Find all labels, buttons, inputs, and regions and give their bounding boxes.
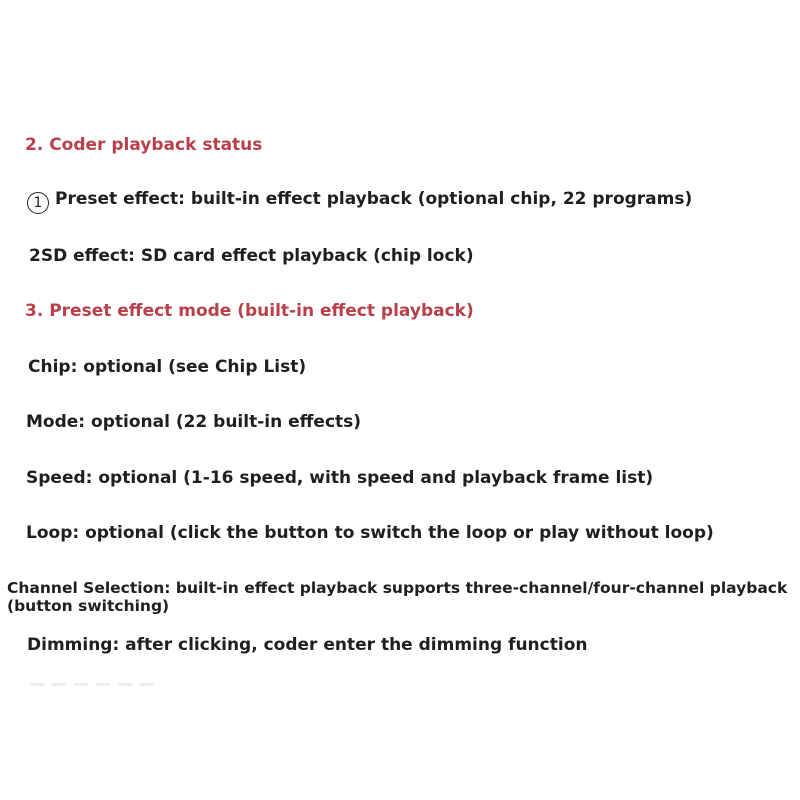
section-heading-preset-effect-mode: 3. Preset effect mode (built-in effect playback) bbox=[25, 301, 474, 321]
paragraph-dimming: Dimming: after clicking, coder enter the dimming function bbox=[27, 635, 588, 655]
paragraph-channel-selection: Channel Selection: built-in effect playback supports three-channel/four-channel playback (button switching) bbox=[7, 579, 788, 615]
circled-number-one-icon: 1 bbox=[27, 192, 49, 214]
paragraph-mode: Mode: optional (22 built-in effects) bbox=[26, 412, 362, 432]
faded-text-remnant bbox=[30, 683, 160, 686]
paragraph-speed: Speed: optional (1-16 speed, with speed and playback frame list) bbox=[26, 468, 654, 488]
list-item-sd-effect: 2SD effect: SD card effect playback (chip lock) bbox=[29, 246, 474, 266]
section-heading-coder-playback-status: 2. Coder playback status bbox=[25, 135, 263, 155]
paragraph-chip: Chip: optional (see Chip List) bbox=[28, 357, 307, 377]
paragraph-loop: Loop: optional (click the button to switch the loop or play without loop) bbox=[26, 523, 714, 543]
list-item-preset-effect bbox=[27, 189, 692, 214]
preset-effect-text: Preset effect: built-in effect playback (optional chip, 22 programs) bbox=[55, 189, 693, 209]
